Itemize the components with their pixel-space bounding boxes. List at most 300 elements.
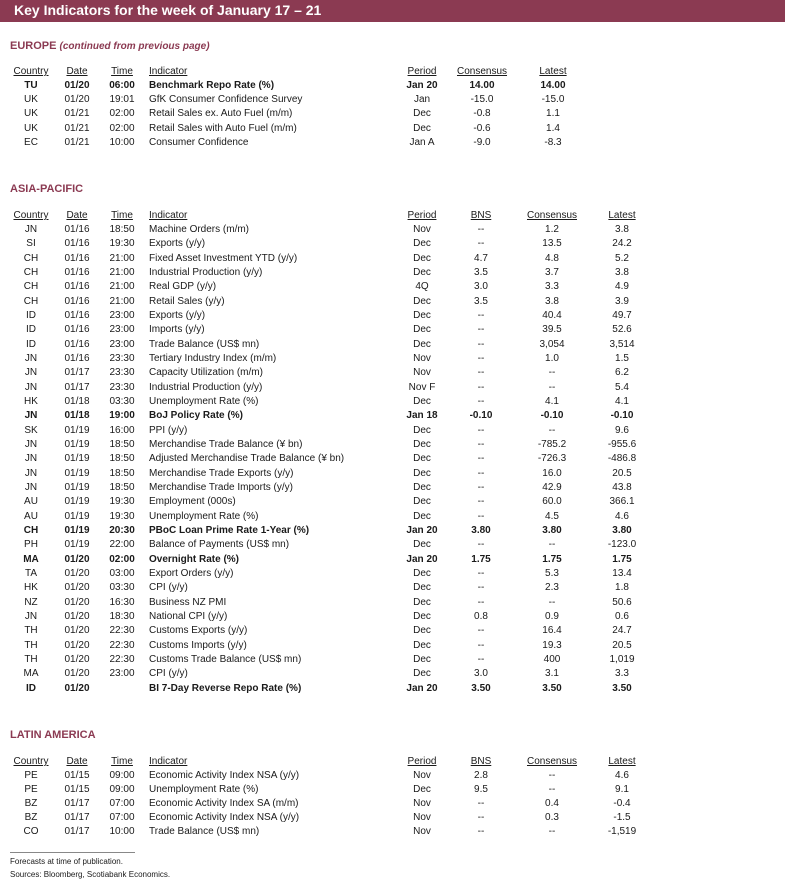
- cell-indicator: Customs Trade Balance (US$ mn): [149, 653, 302, 665]
- cell-bns: --: [477, 395, 485, 407]
- cell-time: 18:50: [109, 467, 135, 479]
- europe-section-title: EUROPE (continued from previous page): [10, 40, 210, 52]
- cell-consensus: --: [548, 539, 556, 551]
- cell-consensus: 1.0: [545, 352, 559, 364]
- cell-period: Dec: [413, 625, 431, 637]
- cell-period: Dec: [413, 338, 431, 350]
- cell-latest: 3.8: [615, 224, 629, 235]
- cell-latest: 3.50: [612, 682, 632, 694]
- cell-indicator: Merchandise Trade Balance (¥ bn): [149, 438, 303, 450]
- cell-indicator: Unemployment Rate (%): [149, 395, 259, 407]
- cell-time: 19:30: [109, 238, 135, 250]
- cell-country: JN: [24, 410, 38, 422]
- table-row: [0, 538, 785, 552]
- cell-date: 01/20: [64, 567, 90, 579]
- cell-period: 4Q: [415, 281, 429, 293]
- cell-bns: --: [477, 438, 485, 450]
- cell-country: BZ: [24, 812, 38, 823]
- europe-section-subtitle: (continued from previous page): [59, 41, 210, 52]
- cell-consensus: --: [548, 367, 556, 379]
- cell-period: Nov F: [408, 381, 436, 393]
- cell-period: Dec: [413, 122, 431, 134]
- cell-bns: -0.10: [469, 410, 493, 422]
- cell-bns: 3.0: [474, 668, 488, 680]
- cell-country: JN: [24, 610, 38, 622]
- table-row: [0, 395, 785, 409]
- cell-time: 22:30: [109, 639, 135, 651]
- cell-bns: --: [477, 639, 485, 651]
- cell-period: Nov: [413, 224, 431, 235]
- table-row: [0, 338, 785, 352]
- table-row: [0, 352, 785, 366]
- cell-consensus: --: [548, 596, 556, 608]
- table-row: [0, 438, 785, 452]
- table-row: [0, 553, 785, 567]
- cell-latest: 4.6: [615, 770, 629, 781]
- cell-time: 10:00: [109, 826, 135, 837]
- footnote-sources: Sources: Bloomberg, Scotiabank Economics.: [10, 870, 171, 879]
- cell-consensus: 4.8: [545, 252, 559, 264]
- table-header: [0, 755, 785, 769]
- cell-indicator: Adjusted Merchandise Trade Balance (¥ bn): [149, 453, 345, 465]
- table-row: [0, 93, 785, 107]
- cell-bns: --: [477, 812, 485, 823]
- cell-bns: 0.8: [474, 610, 488, 622]
- cell-consensus: --: [548, 424, 556, 436]
- cell-country: SI: [26, 238, 36, 250]
- cell-country: UK: [24, 108, 38, 120]
- cell-bns: 3.80: [471, 524, 491, 536]
- cell-indicator: Fixed Asset Investment YTD (y/y): [149, 252, 298, 264]
- cell-date: 01/20: [64, 625, 90, 637]
- cell-consensus: -9.0: [473, 136, 491, 148]
- cell-latest: 4.9: [615, 281, 629, 293]
- cell-bns: --: [477, 826, 485, 837]
- cell-date: 01/16: [64, 252, 90, 264]
- cell-date: 01/16: [64, 338, 90, 350]
- cell-indicator: CPI (y/y): [149, 582, 188, 594]
- cell-time: 18:50: [109, 453, 135, 465]
- cell-time: 16:00: [109, 424, 135, 436]
- cell-country: AU: [24, 496, 38, 508]
- cell-bns: --: [477, 798, 485, 809]
- column-header-country: Country: [13, 66, 49, 77]
- cell-latest: 4.6: [615, 510, 629, 522]
- cell-indicator: Merchandise Trade Exports (y/y): [149, 467, 294, 479]
- cell-date: 01/19: [64, 496, 90, 508]
- cell-bns: --: [477, 653, 485, 665]
- column-header-latest: Latest: [539, 66, 567, 77]
- column-header-period: Period: [407, 66, 437, 77]
- cell-latest: 9.6: [615, 424, 629, 436]
- cell-time: 23:00: [109, 668, 135, 680]
- cell-latest: 6.2: [615, 367, 629, 379]
- cell-time: 02:00: [109, 108, 135, 120]
- cell-country: NZ: [24, 596, 38, 608]
- cell-consensus: -0.8: [473, 108, 491, 120]
- cell-latest: -1,519: [607, 826, 637, 837]
- cell-period: Jan 20: [406, 80, 438, 91]
- cell-time: 07:00: [109, 798, 135, 809]
- cell-period: Nov: [413, 770, 431, 781]
- cell-country: CO: [23, 826, 39, 837]
- cell-country: ID: [26, 682, 36, 694]
- table-row: [0, 495, 785, 509]
- table-row: [0, 567, 785, 581]
- cell-time: 23:30: [109, 381, 135, 393]
- cell-time: 02:00: [109, 553, 135, 565]
- cell-bns: --: [477, 510, 485, 522]
- cell-bns: --: [477, 309, 485, 321]
- cell-country: PH: [24, 539, 38, 551]
- cell-latest: 13.4: [612, 567, 632, 579]
- cell-bns: --: [477, 453, 485, 465]
- cell-consensus: -0.10: [540, 410, 564, 422]
- cell-bns: 1.75: [471, 553, 491, 565]
- cell-indicator: Capacity Utilization (m/m): [149, 367, 263, 379]
- table-row: [0, 409, 785, 423]
- cell-period: Dec: [413, 424, 431, 436]
- cell-indicator: Merchandise Trade Imports (y/y): [149, 481, 293, 493]
- cell-country: PE: [24, 784, 38, 795]
- cell-date: 01/21: [64, 122, 90, 134]
- cell-indicator: BI 7-Day Reverse Repo Rate (%): [149, 682, 302, 694]
- cell-bns: --: [477, 539, 485, 551]
- cell-indicator: Balance of Payments (US$ mn): [149, 539, 290, 551]
- cell-consensus: 4.1: [545, 395, 559, 407]
- cell-time: 20:30: [109, 524, 135, 536]
- cell-period: Dec: [413, 438, 431, 450]
- table-row: [0, 122, 785, 136]
- cell-latest: -123.0: [607, 539, 637, 551]
- cell-latest: 1.1: [546, 108, 560, 120]
- cell-bns: 3.0: [474, 281, 488, 293]
- cell-indicator: Economic Activity Index NSA (y/y): [149, 812, 300, 823]
- cell-consensus: 19.3: [542, 639, 562, 651]
- header-banner: [0, 0, 785, 22]
- cell-indicator: Machine Orders (m/m): [149, 224, 250, 235]
- table-row: [0, 223, 785, 237]
- table-row: [0, 811, 785, 825]
- cell-country: UK: [24, 122, 38, 134]
- cell-time: 16:30: [109, 596, 135, 608]
- cell-indicator: Economic Activity Index NSA (y/y): [149, 770, 300, 781]
- cell-bns: --: [477, 424, 485, 436]
- cell-latest: -1.5: [613, 812, 631, 823]
- cell-bns: 4.7: [474, 252, 488, 264]
- table-row: [0, 467, 785, 481]
- cell-country: JN: [24, 438, 38, 450]
- cell-date: 01/19: [64, 510, 90, 522]
- cell-date: 01/20: [64, 682, 90, 694]
- table-row: [0, 639, 785, 653]
- table-row: [0, 452, 785, 466]
- cell-latest: -8.3: [544, 136, 562, 148]
- cell-consensus: 0.9: [545, 610, 559, 622]
- cell-indicator: Exports (y/y): [149, 238, 206, 250]
- cell-country: CH: [23, 524, 39, 536]
- cell-bns: 3.5: [474, 295, 488, 307]
- cell-latest: -15.0: [541, 94, 565, 106]
- cell-consensus: -15.0: [470, 94, 494, 106]
- table-row: [0, 524, 785, 538]
- cell-latest: 5.2: [615, 252, 629, 264]
- cell-country: CH: [23, 281, 39, 293]
- cell-consensus: -0.6: [473, 122, 491, 134]
- cell-latest: -486.8: [607, 453, 637, 465]
- cell-indicator: Imports (y/y): [149, 324, 205, 336]
- cell-country: CH: [23, 252, 39, 264]
- column-header-consensus: Consensus: [526, 756, 578, 767]
- cell-indicator: Consumer Confidence: [149, 136, 249, 148]
- cell-latest: 50.6: [612, 596, 632, 608]
- asia-section-title: ASIA-PACIFIC: [10, 183, 84, 195]
- table-row: [0, 280, 785, 294]
- column-header-date: Date: [66, 66, 88, 77]
- table-row: [0, 266, 785, 280]
- table-row: [0, 107, 785, 121]
- cell-period: Nov: [413, 812, 431, 823]
- cell-bns: --: [477, 381, 485, 393]
- cell-period: Dec: [413, 653, 431, 665]
- cell-country: HK: [24, 582, 38, 594]
- cell-time: 19:00: [109, 410, 135, 422]
- cell-consensus: -785.2: [537, 438, 567, 450]
- cell-consensus: --: [548, 826, 556, 837]
- cell-consensus: 1.2: [545, 224, 559, 235]
- cell-country: MA: [23, 668, 39, 680]
- cell-country: JN: [24, 467, 38, 479]
- cell-period: Dec: [413, 108, 431, 120]
- cell-consensus: 3.8: [545, 295, 559, 307]
- cell-consensus: 3.1: [545, 668, 559, 680]
- cell-period: Dec: [413, 252, 431, 264]
- cell-country: JN: [24, 381, 38, 393]
- cell-bns: --: [477, 625, 485, 637]
- cell-period: Dec: [413, 539, 431, 551]
- cell-bns: 9.5: [474, 784, 488, 795]
- cell-country: PE: [24, 770, 38, 781]
- cell-consensus: 400: [543, 653, 561, 665]
- cell-country: JN: [24, 224, 38, 235]
- cell-bns: --: [477, 496, 485, 508]
- cell-date: 01/16: [64, 295, 90, 307]
- cell-country: AU: [24, 510, 38, 522]
- cell-date: 01/20: [64, 668, 90, 680]
- cell-indicator: Real GDP (y/y): [149, 281, 217, 293]
- cell-consensus: 39.5: [542, 324, 562, 336]
- cell-consensus: 14.00: [469, 80, 495, 91]
- column-header-date: Date: [66, 756, 88, 767]
- cell-date: 01/20: [64, 553, 90, 565]
- cell-period: Dec: [413, 582, 431, 594]
- cell-latest: 3.3: [615, 668, 629, 680]
- cell-indicator: Benchmark Repo Rate (%): [149, 80, 275, 91]
- cell-country: TH: [24, 639, 38, 651]
- cell-consensus: 3.80: [542, 524, 562, 536]
- cell-country: JN: [24, 352, 38, 364]
- cell-period: Dec: [413, 596, 431, 608]
- cell-date: 01/17: [64, 826, 90, 837]
- cell-bns: --: [477, 238, 485, 250]
- cell-country: ID: [26, 309, 36, 321]
- cell-date: 01/16: [64, 352, 90, 364]
- cell-date: 01/19: [64, 424, 90, 436]
- cell-date: 01/16: [64, 324, 90, 336]
- cell-time: 22:00: [109, 539, 135, 551]
- cell-date: 01/17: [64, 381, 90, 393]
- cell-period: Dec: [413, 395, 431, 407]
- column-header-consensus: Consensus: [456, 66, 508, 77]
- cell-indicator: Employment (000s): [149, 496, 236, 508]
- cell-indicator: Retail Sales with Auto Fuel (m/m): [149, 122, 297, 134]
- table-row: [0, 581, 785, 595]
- cell-period: Nov: [413, 798, 431, 809]
- cell-date: 01/21: [64, 108, 90, 120]
- cell-time: 21:00: [109, 281, 135, 293]
- cell-latest: 3,514: [609, 338, 635, 350]
- cell-period: Dec: [413, 453, 431, 465]
- cell-indicator: Unemployment Rate (%): [149, 784, 259, 795]
- cell-date: 01/20: [64, 582, 90, 594]
- cell-consensus: 0.4: [545, 798, 559, 809]
- table-row: [0, 783, 785, 797]
- cell-consensus: 5.3: [545, 567, 559, 579]
- cell-period: Dec: [413, 668, 431, 680]
- cell-date: 01/19: [64, 467, 90, 479]
- table-row: [0, 295, 785, 309]
- cell-latest: 52.6: [612, 324, 632, 336]
- cell-consensus: 2.3: [545, 582, 559, 594]
- cell-consensus: 1.75: [542, 553, 562, 565]
- cell-period: Dec: [413, 266, 431, 278]
- cell-period: Dec: [413, 324, 431, 336]
- cell-date: 01/15: [64, 784, 90, 795]
- cell-date: 01/19: [64, 524, 90, 536]
- cell-date: 01/19: [64, 481, 90, 493]
- cell-country: CH: [23, 295, 39, 307]
- cell-country: MA: [23, 553, 39, 565]
- cell-consensus: 3.3: [545, 281, 559, 293]
- cell-bns: 2.8: [474, 770, 488, 781]
- cell-country: ID: [26, 324, 36, 336]
- cell-indicator: Unemployment Rate (%): [149, 510, 259, 522]
- cell-bns: --: [477, 582, 485, 594]
- cell-date: 01/16: [64, 266, 90, 278]
- table-row: [0, 769, 785, 783]
- cell-consensus: --: [548, 770, 556, 781]
- cell-bns: --: [477, 367, 485, 379]
- cell-country: BZ: [24, 798, 38, 809]
- cell-bns: --: [477, 567, 485, 579]
- cell-indicator: BoJ Policy Rate (%): [149, 410, 243, 422]
- cell-indicator: National CPI (y/y): [149, 610, 228, 622]
- cell-country: TU: [24, 80, 38, 91]
- cell-time: 19:30: [109, 510, 135, 522]
- cell-indicator: PBoC Loan Prime Rate 1-Year (%): [149, 524, 310, 536]
- column-header-consensus: Consensus: [526, 210, 578, 221]
- cell-date: 01/16: [64, 309, 90, 321]
- cell-date: 01/20: [64, 94, 90, 106]
- column-header-country: Country: [13, 756, 49, 767]
- column-header-indicator: Indicator: [149, 756, 188, 767]
- cell-time: 22:30: [109, 625, 135, 637]
- cell-date: 01/17: [64, 812, 90, 823]
- cell-latest: 1.5: [615, 352, 629, 364]
- latam-section-title: LATIN AMERICA: [10, 729, 96, 741]
- cell-latest: 1.4: [546, 122, 560, 134]
- cell-date: 01/19: [64, 539, 90, 551]
- cell-period: Dec: [413, 784, 431, 795]
- table-row: [0, 252, 785, 266]
- cell-period: Jan 20: [406, 682, 438, 694]
- cell-time: 18:50: [109, 224, 135, 235]
- cell-time: 03:30: [109, 395, 135, 407]
- cell-bns: --: [477, 338, 485, 350]
- column-header-country: Country: [13, 210, 49, 221]
- cell-country: JN: [24, 481, 38, 493]
- cell-latest: 3.8: [615, 266, 629, 278]
- cell-time: 09:00: [109, 784, 135, 795]
- table-row: [0, 667, 785, 681]
- cell-indicator: PPI (y/y): [149, 424, 188, 436]
- cell-date: 01/19: [64, 438, 90, 450]
- column-header-bns: BNS: [470, 756, 492, 767]
- cell-period: Dec: [413, 610, 431, 622]
- cell-period: Nov: [413, 352, 431, 364]
- cell-date: 01/16: [64, 238, 90, 250]
- table-row: [0, 610, 785, 624]
- cell-indicator: Customs Imports (y/y): [149, 639, 247, 651]
- cell-country: TH: [24, 625, 38, 637]
- table-header: [0, 209, 785, 223]
- cell-latest: 20.5: [612, 639, 632, 651]
- cell-indicator: Retail Sales (y/y): [149, 295, 225, 307]
- cell-date: 01/20: [64, 639, 90, 651]
- cell-bns: 3.50: [471, 682, 491, 694]
- cell-time: 23:30: [109, 352, 135, 364]
- column-header-indicator: Indicator: [149, 66, 188, 77]
- cell-bns: 3.5: [474, 266, 488, 278]
- column-header-date: Date: [66, 210, 88, 221]
- table-row: [0, 510, 785, 524]
- cell-latest: 1.8: [615, 582, 629, 594]
- cell-country: HK: [24, 395, 38, 407]
- table-row: [0, 366, 785, 380]
- cell-time: 23:00: [109, 324, 135, 336]
- cell-indicator: Trade Balance (US$ mn): [149, 826, 260, 837]
- cell-latest: -955.6: [607, 438, 637, 450]
- cell-time: 03:30: [109, 582, 135, 594]
- cell-time: 18:50: [109, 438, 135, 450]
- cell-country: CH: [23, 266, 39, 278]
- cell-time: 07:00: [109, 812, 135, 823]
- cell-latest: 3.9: [615, 295, 629, 307]
- cell-time: 21:00: [109, 252, 135, 264]
- table-row: [0, 79, 785, 93]
- cell-period: Jan 20: [406, 524, 438, 536]
- cell-period: Dec: [413, 309, 431, 321]
- cell-indicator: Retail Sales ex. Auto Fuel (m/m): [149, 108, 293, 120]
- column-header-bns: BNS: [470, 210, 492, 221]
- cell-period: Dec: [413, 481, 431, 493]
- cell-country: TH: [24, 653, 38, 665]
- cell-bns: --: [477, 596, 485, 608]
- cell-time: 21:00: [109, 295, 135, 307]
- cell-date: 01/16: [64, 224, 90, 235]
- cell-latest: 1,019: [609, 653, 635, 665]
- cell-indicator: Customs Exports (y/y): [149, 625, 248, 637]
